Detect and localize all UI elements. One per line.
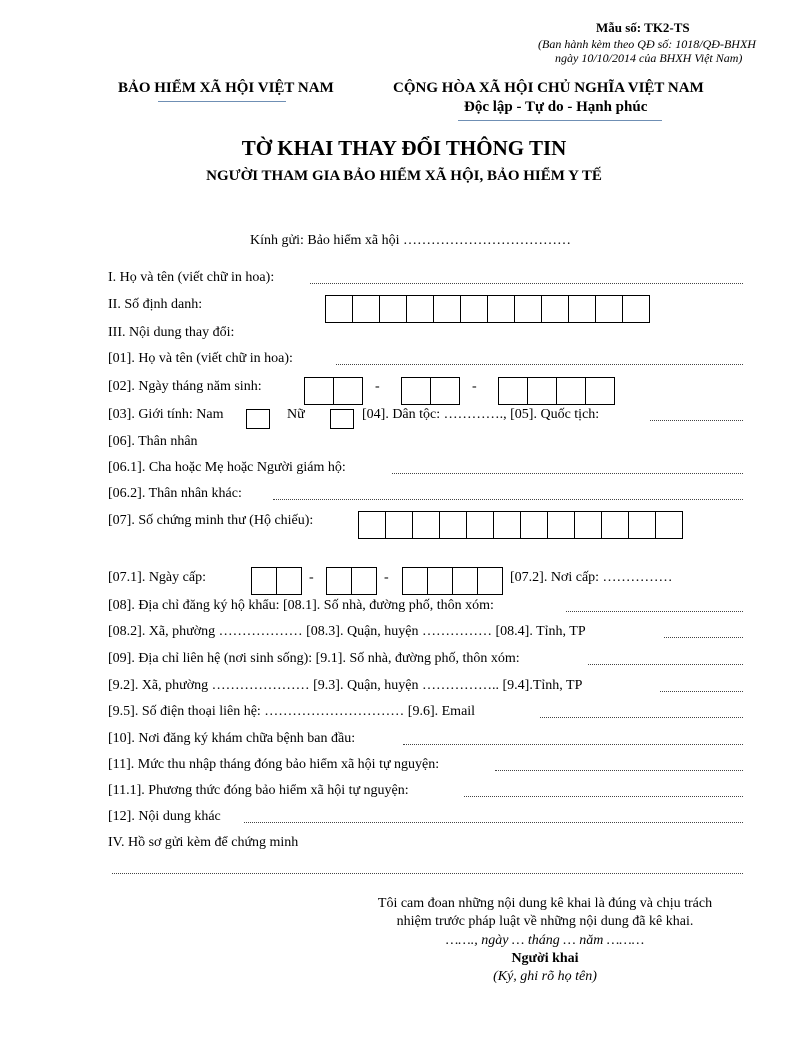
digit-box[interactable] [466, 511, 494, 539]
digit-box[interactable] [251, 567, 277, 595]
digit-box[interactable] [595, 295, 623, 323]
nation-name: CỘNG HÒA XÃ HỘI CHỦ NGHĨA VIỆT NAM [393, 80, 704, 96]
digit-box[interactable] [385, 511, 413, 539]
label-f02: [02]. Ngày tháng năm sinh: [108, 379, 262, 394]
f11-field[interactable] [495, 770, 743, 771]
issue-day-boxes[interactable] [252, 567, 302, 595]
declarant-label: Người khai [511, 951, 579, 966]
motto-underline [458, 120, 662, 121]
f12-field[interactable] [244, 822, 743, 823]
digit-box[interactable] [333, 377, 363, 405]
label-female: Nữ [287, 407, 305, 422]
label-f071: [07.1]. Ngày cấp: [108, 570, 206, 585]
digit-box[interactable] [493, 511, 521, 539]
full-name-field[interactable] [310, 283, 743, 284]
nationality-field[interactable] [650, 420, 743, 421]
issue-year-boxes[interactable] [403, 567, 503, 595]
id-number-boxes[interactable] [326, 295, 650, 323]
dash: - [384, 570, 389, 585]
digit-box[interactable] [276, 567, 302, 595]
digit-box[interactable] [304, 377, 334, 405]
female-checkbox[interactable] [330, 409, 354, 429]
label-f10: [10]. Nơi đăng ký khám chữa bệnh ban đầu: [108, 731, 356, 746]
issued-note-line2: ngày 10/10/2014 của BHXH Việt Nam) [555, 51, 743, 65]
digit-box[interactable] [430, 377, 460, 405]
digit-box[interactable] [401, 377, 431, 405]
label-f08: [08]. Địa chỉ đăng ký hộ khẩu: [08.1]. Số nhà, đường phố, thôn xóm: [108, 598, 494, 613]
label-f11: [11]. Mức thu nhập tháng đóng bảo hiểm xã hội tự nguyện: [108, 757, 440, 772]
digit-box[interactable] [628, 511, 656, 539]
agency-name: BẢO HIỂM XÃ HỘI VIỆT NAM [118, 80, 334, 96]
digit-box[interactable] [574, 511, 602, 539]
label-f09: [09]. Địa chỉ liên hệ (nơi sinh sống): [9.1]. Số nhà, đường phố, thôn xóm: [108, 651, 520, 666]
label-f07: [07]. Số chứng minh thư (Hộ chiếu): [108, 513, 314, 528]
pledge-line1: Tôi cam đoan những nội dung kê khai là đúng và chịu trách [377, 896, 713, 911]
digit-box[interactable] [326, 567, 352, 595]
f081-field[interactable] [566, 611, 743, 612]
dob-day-boxes[interactable] [305, 377, 363, 405]
f94-field[interactable] [660, 691, 743, 692]
male-checkbox[interactable] [246, 409, 270, 429]
digit-box[interactable] [433, 295, 461, 323]
dash: - [375, 379, 380, 394]
digit-box[interactable] [520, 511, 548, 539]
page-subtitle: NGƯỜI THAM GIA BẢO HIỂM XÃ HỘI, BẢO HIỂM Y TẾ [206, 168, 602, 184]
label-f92: [9.2]. Xã, phường ………………… [9.3]. Quận, huyện …………….. [9.4].Tỉnh, TP [108, 678, 583, 693]
pledge-line2: nhiệm trước pháp luật về những nội dung đã kê khai. [396, 914, 694, 929]
digit-box[interactable] [541, 295, 569, 323]
digit-box[interactable] [514, 295, 542, 323]
digit-box[interactable] [406, 295, 434, 323]
label-full-name: I. Họ và tên (viết chữ in hoa): [108, 270, 275, 285]
label-f12: [12]. Nội dung khác [108, 809, 221, 824]
label-f072: [07.2]. Nơi cấp: …………… [510, 570, 673, 585]
digit-box[interactable] [379, 295, 407, 323]
email-field[interactable] [540, 717, 743, 718]
f062-field[interactable] [273, 499, 743, 500]
digit-box[interactable] [556, 377, 586, 405]
f091-field[interactable] [588, 664, 743, 665]
digit-box[interactable] [460, 295, 488, 323]
label-id-number: II. Số định danh: [108, 297, 203, 312]
f10-field[interactable] [403, 744, 743, 745]
digit-box[interactable] [498, 377, 528, 405]
attachments-field[interactable] [112, 873, 743, 874]
form-code: Mẫu số: TK2-TS [596, 20, 690, 35]
digit-box[interactable] [452, 567, 478, 595]
issued-note-line1: (Ban hành kèm theo QĐ số: 1018/QĐ-BHXH [538, 37, 756, 51]
date-line: ……., ngày … tháng … năm ……… [445, 933, 645, 948]
agency-underline [158, 101, 286, 102]
digit-box[interactable] [547, 511, 575, 539]
digit-box[interactable] [527, 377, 557, 405]
digit-box[interactable] [655, 511, 683, 539]
f084-field[interactable] [664, 637, 743, 638]
digit-box[interactable] [352, 295, 380, 323]
digit-box[interactable] [427, 567, 453, 595]
digit-box[interactable] [439, 511, 467, 539]
digit-box[interactable] [487, 295, 515, 323]
label-f95: [9.5]. Số điện thoại liên hệ: ………………………… [9.6]. Email [108, 704, 476, 719]
label-f06: [06]. Thân nhân [108, 434, 198, 449]
f061-field[interactable] [392, 473, 743, 474]
digit-box[interactable] [568, 295, 596, 323]
label-f01: [01]. Họ và tên (viết chữ in hoa): [108, 351, 293, 366]
page-title: TỜ KHAI THAY ĐỔI THÔNG TIN [241, 136, 567, 160]
digit-box[interactable] [351, 567, 377, 595]
issue-month-boxes[interactable] [327, 567, 377, 595]
dob-year-boxes[interactable] [499, 377, 615, 405]
label-f04-f05: [04]. Dân tộc: …………., [05]. Quốc tịch: [362, 407, 600, 422]
digit-box[interactable] [622, 295, 650, 323]
digit-box[interactable] [325, 295, 353, 323]
dash: - [472, 379, 477, 394]
label-attachments: IV. Hồ sơ gửi kèm để chứng minh [108, 835, 299, 850]
label-f062: [06.2]. Thân nhân khác: [108, 486, 242, 501]
label-f082: [08.2]. Xã, phường ……………… [08.3]. Quận, huyện …………… [08.4]. Tỉnh, TP [108, 624, 586, 639]
label-f03: [03]. Giới tính: Nam [108, 407, 224, 422]
digit-box[interactable] [477, 567, 503, 595]
digit-box[interactable] [601, 511, 629, 539]
label-f111: [11.1]. Phương thức đóng bảo hiểm xã hội tự nguyện: [108, 783, 409, 798]
label-f061: [06.1]. Cha hoặc Mẹ hoặc Người giám hộ: [108, 460, 346, 475]
label-change-content: III. Nội dung thay đổi: [108, 325, 235, 340]
id-card-boxes[interactable] [359, 511, 683, 539]
sign-note: (Ký, ghi rõ họ tên) [493, 969, 597, 984]
dob-month-boxes[interactable] [402, 377, 460, 405]
motto: Độc lập - Tự do - Hạnh phúc [464, 99, 648, 115]
f01-field[interactable] [336, 364, 743, 365]
digit-box[interactable] [402, 567, 428, 595]
digit-box[interactable] [412, 511, 440, 539]
dash: - [309, 570, 314, 585]
f111-field[interactable] [464, 796, 743, 797]
greeting: Kính gửi: Bảo hiểm xã hội ……………………………… [250, 233, 572, 248]
digit-box[interactable] [358, 511, 386, 539]
digit-box[interactable] [585, 377, 615, 405]
